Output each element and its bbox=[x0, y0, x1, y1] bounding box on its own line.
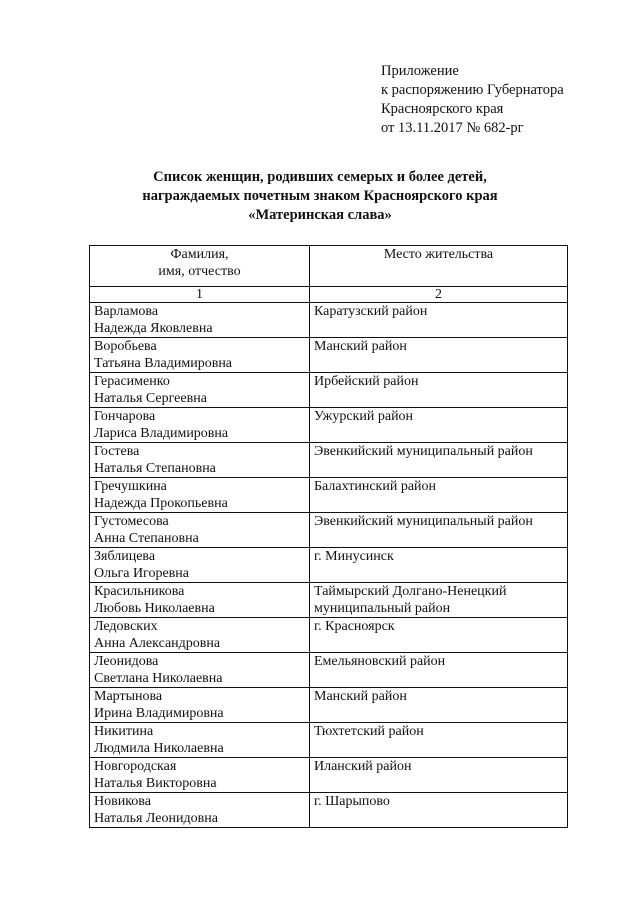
given-names: Наталья Сергеевна bbox=[94, 391, 207, 406]
surname: Ледовских bbox=[94, 619, 158, 634]
place-cell bbox=[310, 758, 568, 793]
place-cell bbox=[310, 513, 568, 548]
place-line: Ирбейский район bbox=[314, 374, 419, 389]
given-names: Анна Александровна bbox=[94, 636, 221, 651]
place-line: г. Красноярск bbox=[314, 619, 395, 634]
table-row bbox=[90, 478, 568, 513]
name-cell bbox=[90, 653, 310, 688]
surname: Густомесова bbox=[94, 514, 169, 529]
surname: Варламова bbox=[94, 304, 159, 319]
table-row bbox=[90, 513, 568, 548]
given-names: Татьяна Владимировна bbox=[94, 356, 233, 371]
surname: Новикова bbox=[94, 794, 151, 809]
place-cell bbox=[310, 688, 568, 723]
name-cell bbox=[90, 688, 310, 723]
name-cell bbox=[90, 338, 310, 373]
place-line: Балахтинский район bbox=[314, 479, 437, 494]
table-row bbox=[90, 408, 568, 443]
header-name: Фамилия, имя, отчество bbox=[90, 246, 310, 287]
place-cell bbox=[310, 478, 568, 513]
document-title bbox=[0, 168, 640, 225]
table-row bbox=[90, 688, 568, 723]
title-line: Список женщин, родивших семерых и более детей, bbox=[153, 169, 487, 185]
surname: Никитина bbox=[94, 724, 154, 739]
place-cell bbox=[310, 408, 568, 443]
place-line: Манский район bbox=[314, 339, 407, 354]
table-row bbox=[90, 373, 568, 408]
table-row bbox=[90, 303, 568, 338]
surname: Гостева bbox=[94, 444, 140, 459]
appendix-line: к распоряжению Губернатора bbox=[381, 82, 564, 98]
given-names: Наталья Степановна bbox=[94, 461, 216, 476]
given-names: Любовь Николаевна bbox=[94, 601, 215, 616]
surname: Зяблицева bbox=[94, 549, 156, 564]
given-names: Анна Степановна bbox=[94, 531, 199, 546]
place-cell bbox=[310, 793, 568, 828]
given-names: Людмила Николаевна bbox=[94, 741, 224, 756]
place-cell bbox=[310, 373, 568, 408]
table-row bbox=[90, 618, 568, 653]
surname: Герасименко bbox=[94, 374, 170, 389]
surname: Красильникова bbox=[94, 584, 185, 599]
given-names: Наталья Викторовна bbox=[94, 776, 217, 791]
name-cell bbox=[90, 443, 310, 478]
surname: Леонидова bbox=[94, 654, 159, 669]
place-cell bbox=[310, 583, 568, 618]
place-line: Ужурский район bbox=[314, 409, 414, 424]
appendix-block bbox=[381, 62, 564, 138]
surname: Воробьева bbox=[94, 339, 157, 354]
place-line: Иланский район bbox=[314, 759, 412, 774]
place-cell bbox=[310, 303, 568, 338]
place-cell bbox=[310, 548, 568, 583]
appendix-line: Красноярского края bbox=[381, 101, 504, 117]
title-line: «Материнская слава» bbox=[248, 207, 392, 223]
title-line: награждаемых почетным знаком Красноярского края bbox=[142, 188, 498, 204]
given-names: Наталья Леонидовна bbox=[94, 811, 218, 826]
place-line: муниципальный район bbox=[314, 601, 451, 616]
award-list-table bbox=[89, 245, 568, 828]
place-line: Таймырский Долгано-Ненецкий bbox=[314, 584, 507, 599]
place-line: г. Шарыпово bbox=[314, 794, 390, 809]
given-names: Ирина Владимировна bbox=[94, 706, 224, 721]
place-cell bbox=[310, 618, 568, 653]
table-row bbox=[90, 723, 568, 758]
name-cell bbox=[90, 723, 310, 758]
place-cell bbox=[310, 338, 568, 373]
place-line: Каратузский район bbox=[314, 304, 428, 319]
table-header-row bbox=[90, 246, 568, 287]
table-row bbox=[90, 338, 568, 373]
name-cell bbox=[90, 303, 310, 338]
name-cell bbox=[90, 758, 310, 793]
name-cell bbox=[90, 513, 310, 548]
name-cell bbox=[90, 583, 310, 618]
surname: Новгородская bbox=[94, 759, 177, 774]
place-cell bbox=[310, 653, 568, 688]
given-names: Ольга Игоревна bbox=[94, 566, 189, 581]
name-cell bbox=[90, 408, 310, 443]
place-cell bbox=[310, 723, 568, 758]
place-line: Эвенкийский муниципальный район bbox=[314, 444, 533, 459]
place-line: Емельяновский район bbox=[314, 654, 446, 669]
given-names: Надежда Яковлевна bbox=[94, 321, 213, 336]
appendix-date-line: от 13.11.2017 № 682-рг bbox=[381, 120, 524, 136]
name-cell bbox=[90, 478, 310, 513]
table-row bbox=[90, 758, 568, 793]
header-place: Место жительства bbox=[310, 246, 568, 287]
surname: Гречушкина bbox=[94, 479, 167, 494]
given-names: Светлана Николаевна bbox=[94, 671, 223, 686]
given-names: Лариса Владимировна bbox=[94, 426, 229, 441]
place-line: Эвенкийский муниципальный район bbox=[314, 514, 533, 529]
name-cell bbox=[90, 548, 310, 583]
place-cell bbox=[310, 443, 568, 478]
table-row bbox=[90, 583, 568, 618]
given-names: Надежда Прокопьевна bbox=[94, 496, 228, 511]
table-row bbox=[90, 653, 568, 688]
place-line: г. Минусинск bbox=[314, 549, 394, 564]
place-line: Манский район bbox=[314, 689, 407, 704]
name-cell bbox=[90, 793, 310, 828]
table-row bbox=[90, 793, 568, 828]
name-cell bbox=[90, 618, 310, 653]
place-line: Тюхтетский район bbox=[314, 724, 424, 739]
surname: Мартынова bbox=[94, 689, 163, 704]
column-number: 2 bbox=[310, 287, 568, 303]
appendix-line: Приложение bbox=[381, 63, 459, 79]
column-number-row bbox=[90, 287, 568, 303]
column-number: 1 bbox=[90, 287, 310, 303]
name-cell bbox=[90, 373, 310, 408]
surname: Гончарова bbox=[94, 409, 156, 424]
table-row bbox=[90, 548, 568, 583]
table-row bbox=[90, 443, 568, 478]
